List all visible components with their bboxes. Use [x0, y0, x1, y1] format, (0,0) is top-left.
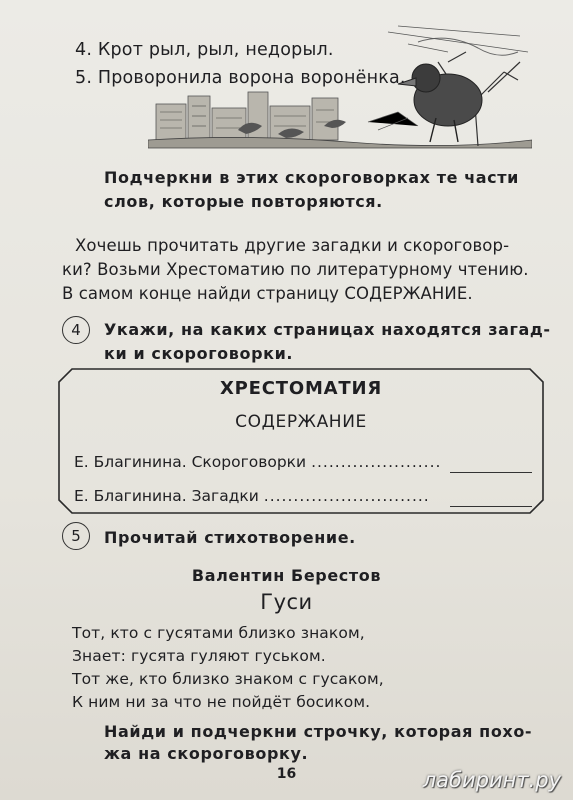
tongue-twister-4: 4. Крот рыл, рыл, недорыл. [75, 40, 334, 60]
instruction-underline-line2: слов, которые повторяются. [104, 192, 383, 211]
page-number: 16 [276, 766, 297, 782]
page-answer-blank-2[interactable] [450, 506, 532, 507]
poem-line-1: Тот, кто с гусятами близко знаком, [72, 624, 365, 642]
paragraph-line1: Хочешь прочитать другие загадки и скороговор- [75, 236, 510, 255]
task5-instruction: Прочитай стихотворение. [104, 528, 356, 547]
box-title: ХРЕСТОМАТИЯ [219, 378, 382, 399]
paragraph-line2: ки? Возьми Хрестоматию по литературному чтению. [62, 260, 529, 279]
entry-title: Загадки [191, 487, 259, 505]
task-number-5: 5 [62, 522, 90, 550]
page-answer-blank-1[interactable] [450, 472, 532, 473]
instruction-underline-line1: Подчеркни в этих скороговорках те части [104, 168, 519, 187]
task-number-4: 4 [62, 316, 90, 344]
poem-line-3: Тот же, кто близко знаком с гусаком, [72, 670, 384, 688]
final-instruction-line1: Найди и подчеркни строчку, которая похо- [104, 722, 533, 741]
poem-author: Валентин Берестов [191, 566, 382, 585]
poem-line-2: Знает: гусята гуляют гуськом. [72, 647, 326, 665]
entry-dots: ...................... [311, 453, 442, 471]
entry-skorogovorki [74, 453, 441, 471]
entry-dots: ............................ [263, 487, 430, 505]
contents-box [58, 368, 544, 514]
poem-title: Гуси [260, 590, 313, 614]
box-subtitle: СОДЕРЖАНИЕ [235, 412, 367, 432]
entry-zagadki [74, 487, 430, 505]
entry-title: Скороговорки [191, 453, 307, 471]
watermark-logo: лабиринт.ру [422, 768, 561, 792]
entry-author: Е. Благинина. [74, 453, 187, 471]
tongue-twister-5: 5. Проворонила ворона воронёнка. [75, 68, 406, 88]
paragraph-line3: В самом конце найди страницу СОДЕРЖАНИЕ. [62, 284, 473, 303]
poem-line-4: К ним ни за что не пойдёт босиком. [72, 693, 371, 711]
task4-line2: ки и скороговорки. [104, 344, 294, 363]
entry-author: Е. Благинина. [74, 487, 187, 505]
task4-line1: Укажи, на каких страницах находятся загад- [104, 320, 551, 339]
final-instruction-line2: жа на скороговорку. [104, 744, 309, 763]
